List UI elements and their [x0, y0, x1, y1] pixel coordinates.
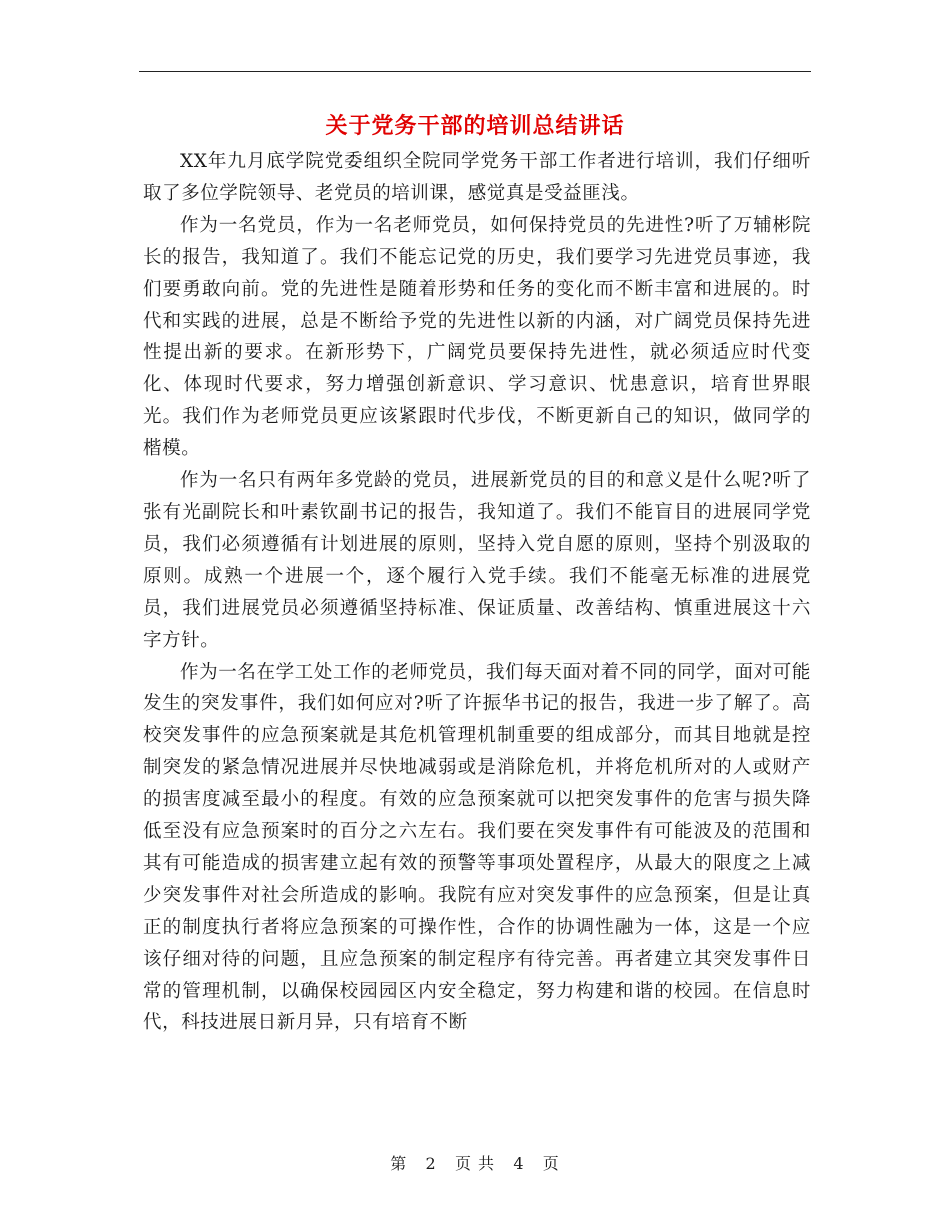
- page-footer: [0, 1152, 950, 1176]
- paragraph-3: 作为一名只有两年多党龄的党员，进展新党员的目的和意义是什么呢?听了张有光副院长和叶素钦副书记的报告，我知道了。我们不能盲目的进展同学党员，我们必须遵循有计划进展的原则，坚持入党自愿的原则，坚持个别汲取的原则。成熟一个进展一个，逐个履行入党手续。我们不能毫无标准的进展党员，我们进展党员必须遵循坚持标准、保证质量、改善结构、慎重进展这十六字方针。: [143, 470, 811, 651]
- document-body: [143, 146, 811, 1039]
- footer-current-page: 2: [425, 1154, 437, 1173]
- paragraph-1: XX年九月底学院党委组织全院同学党务干部工作者进行培训，我们仔细听取了多位学院领导、老党员的培训课，感觉真是受益匪浅。: [143, 151, 811, 204]
- footer-suffix: 页: [542, 1154, 560, 1173]
- header-rule: [139, 71, 811, 72]
- paragraph-4: 作为一名在学工处工作的老师党员，我们每天面对着不同的同学，面对可能发生的突发事件，我们如何应对?听了许振华书记的报告，我进一步了解了。高校突发事件的应急预案就是其危机管理机制重要的组成部分，而其目地就是控制突发的紧急情况进展并尽快地减弱或是消除危机，并将危机所对的人或财产的损害度减至最小的程度。有效的应急预案就可以把突发事件的危害与损失降低至没有应急预案时的百分之六左右。我们要在突发事件有可能波及的范围和其有可能造成的损害建立起有效的预警等事项处置程序，从最大的限度之上减少突发事件对社会所造成的影响。我院有应对突发事件的应急预案，但是让真正的制度执行者将应急预案的可操作性，合作的协调性融为一体，这是一个应该仔细对待的问题，且应急预案的制定程序有待完善。再者建立其突发事件日常的管理机制，以确保校园园区内安全稳定，努力构建和谐的校园。在信息时代，科技进展日新月异，只有培育不断: [143, 661, 811, 1034]
- document-title: 关于党务干部的培训总结讲话: [325, 113, 625, 139]
- footer-middle: 页 共: [454, 1154, 496, 1173]
- footer-total-pages: 4: [513, 1154, 525, 1173]
- paragraph-2: 作为一名党员，作为一名老师党员，如何保持党员的先进性?听了万辅彬院长的报告，我知道了。我们不能忘记党的历史，我们要学习先进党员事迹，我们要勇敢向前。党的先进性是随着形势和任务的变化而不断丰富和进展的。时代和实践的进展，总是不断给予党的先进性以新的内涵，对广阔党员保持先进性提出新的要求。在新形势下，广阔党员要保持先进性，就必须适应时代变化、体现时代要求，努力增强创新意识、学习意识、忧患意识，培育世界眼光。我们作为老师党员更应该紧跟时代步伐，不断更新自己的知识，做同学的楷模。: [143, 214, 811, 460]
- footer-prefix: 第: [390, 1154, 408, 1173]
